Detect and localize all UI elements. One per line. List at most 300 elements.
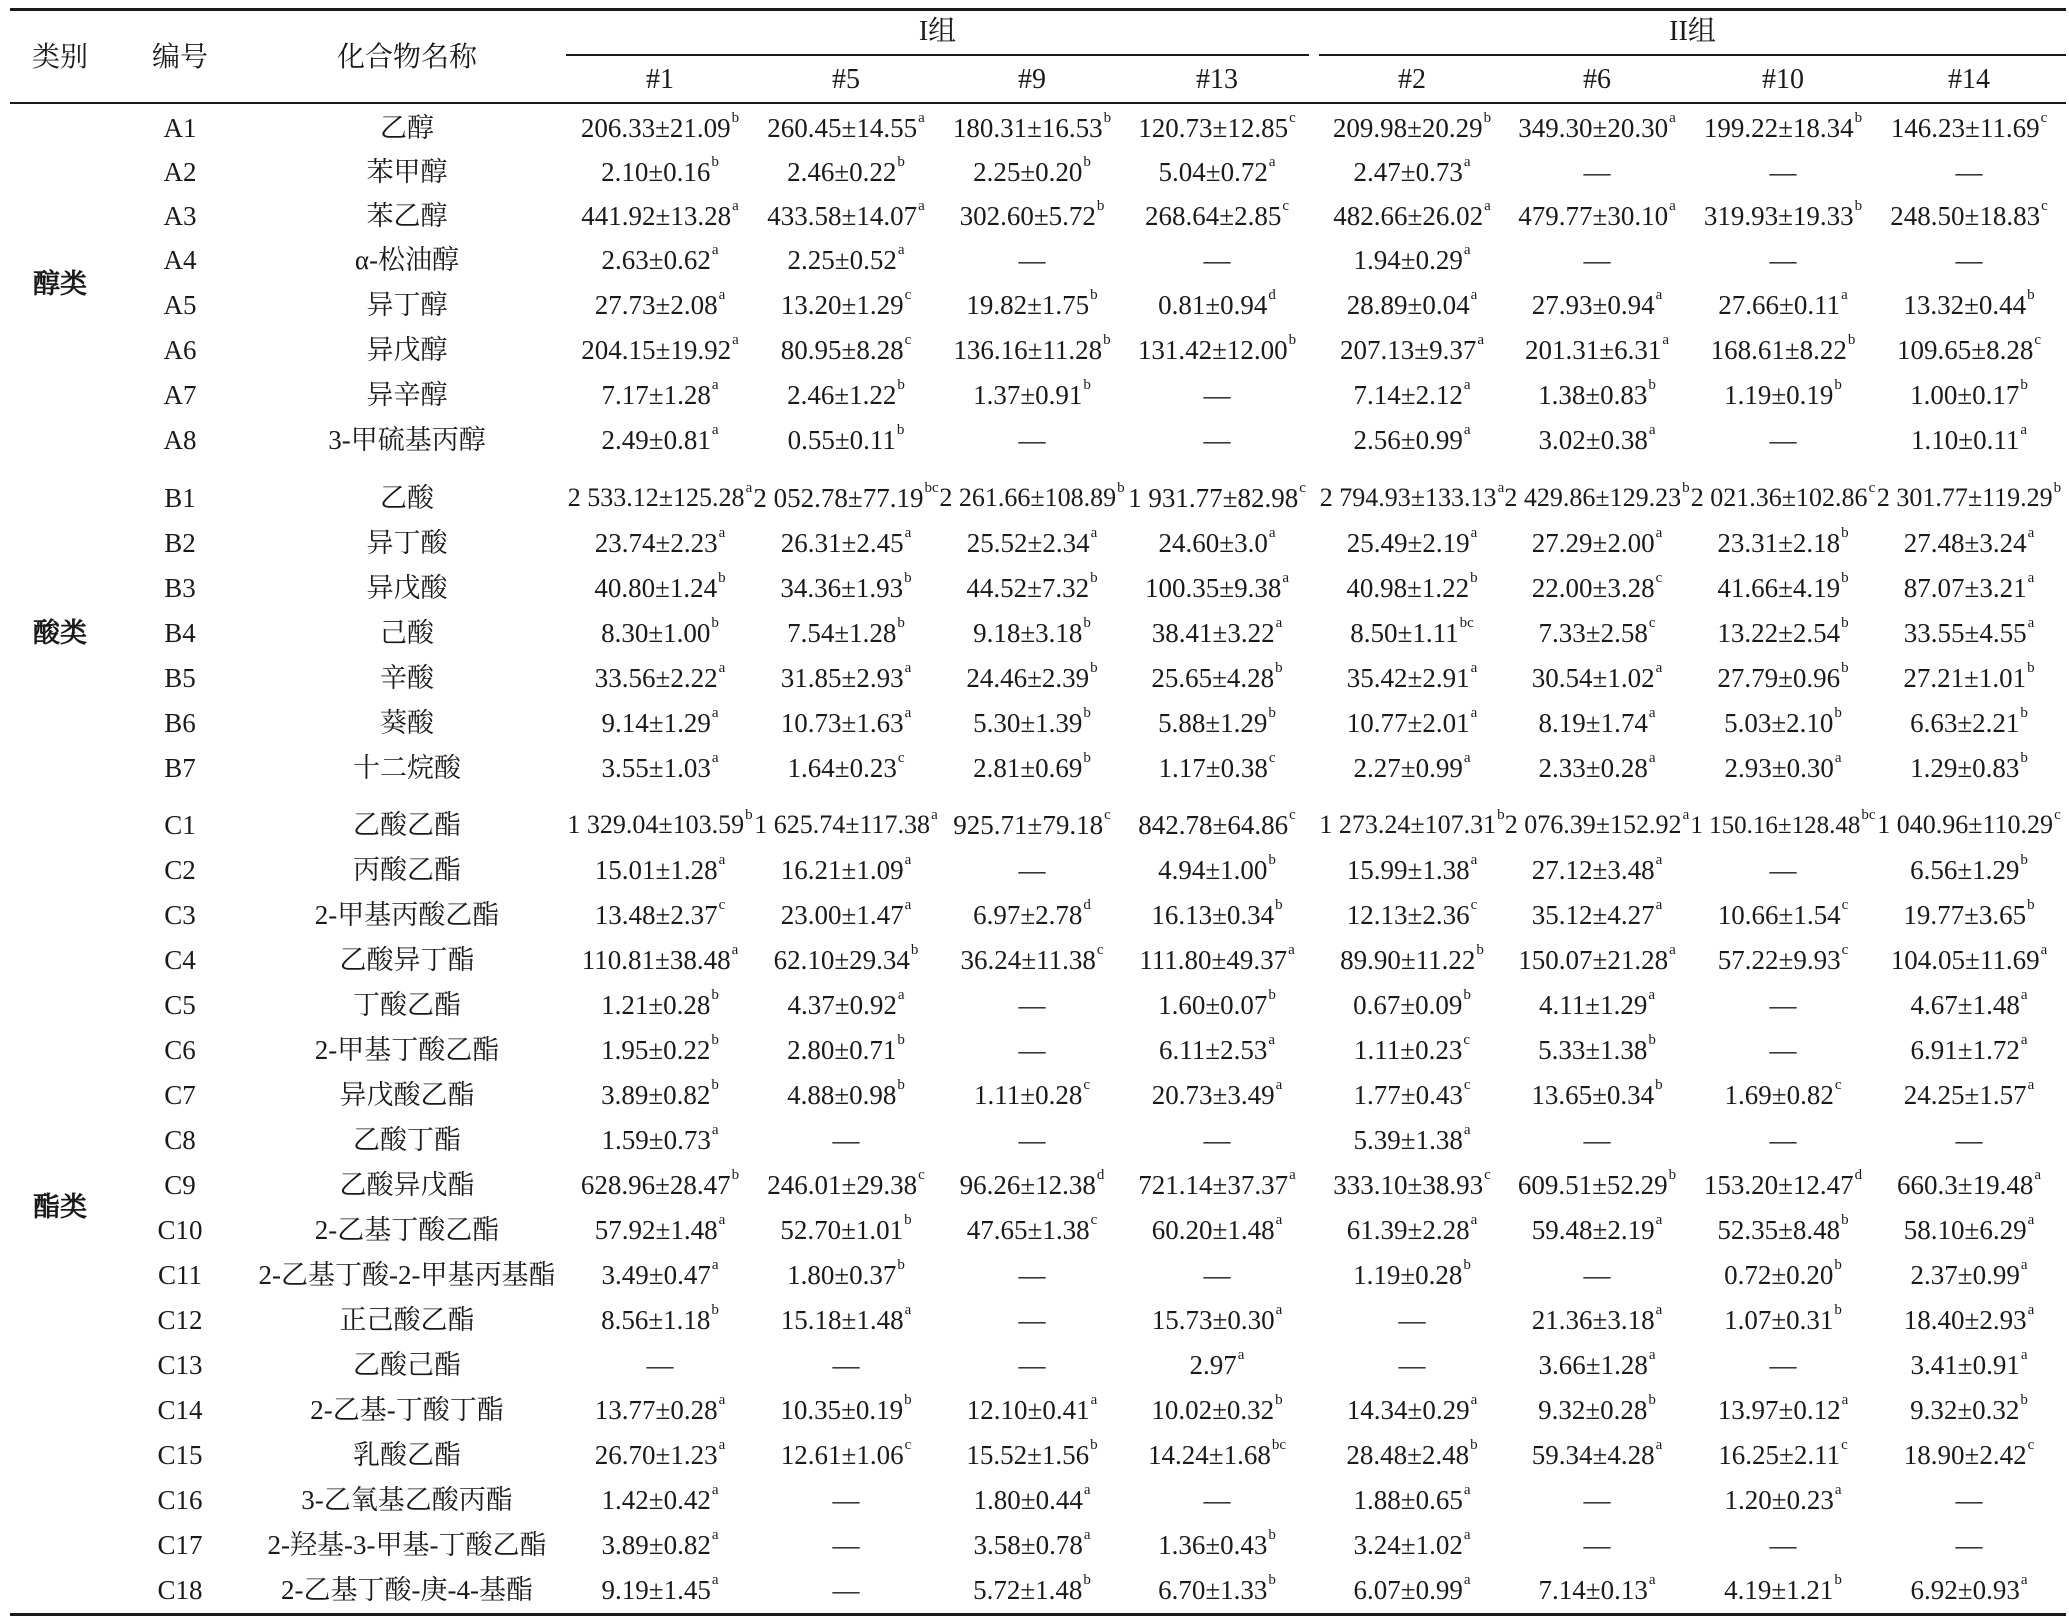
value-cell: [1691, 1029, 1875, 1071]
value-text: 31.85±2.93: [780, 662, 904, 693]
value-cell: [1505, 419, 1689, 461]
significance-letter: b: [711, 1031, 719, 1048]
value-cell: [568, 329, 752, 371]
compound-name: 丁酸乙酯: [353, 989, 461, 1020]
value-cell: [940, 419, 1124, 461]
significance-letter: b: [897, 153, 905, 170]
value-text: 19.77±3.65: [1903, 899, 2027, 930]
value-cell: [754, 1389, 938, 1431]
significance-letter: b: [1648, 376, 1656, 393]
value-cell: [754, 1569, 938, 1611]
significance-letter: c: [1470, 896, 1478, 913]
significance-letter: c: [1868, 479, 1876, 496]
compound-id: B5: [164, 662, 196, 693]
value-text: —: [1203, 379, 1231, 410]
value-cell: [940, 522, 1124, 564]
significance-letter: b: [1834, 1301, 1842, 1318]
value-text: 27.66±0.11: [1718, 289, 1841, 320]
value-text: 28.89±0.04: [1346, 289, 1470, 320]
significance-letter: b: [1268, 1571, 1276, 1588]
value-cell: [568, 804, 752, 846]
value-text: 8.50±1.11: [1350, 617, 1459, 648]
value-text: 441.92±13.28: [581, 200, 732, 231]
value-text: 25.49±2.19: [1346, 527, 1470, 558]
value-cell: [1691, 1434, 1875, 1476]
significance-letter: a: [904, 524, 912, 541]
significance-letter: c: [1268, 749, 1276, 766]
significance-letter: a: [1463, 376, 1471, 393]
compound-name: 2-乙基丁酸-庚-4-基酯: [281, 1574, 533, 1605]
significance-letter: a: [1463, 153, 1471, 170]
value-cell: [1125, 612, 1309, 654]
value-text: —: [1769, 1124, 1797, 1155]
significance-letter: c: [2027, 1436, 2035, 1453]
value-cell: [1125, 657, 1309, 699]
significance-letter: c: [2034, 331, 2041, 348]
header-bottom-rule: [10, 102, 2066, 104]
header-category: 类别: [31, 42, 88, 73]
value-cell: [1505, 239, 1689, 281]
value-text: 0.55±0.11: [787, 424, 896, 455]
value-cell: [754, 239, 938, 281]
value-cell: [940, 804, 1124, 846]
value-text: 153.20±12.47: [1703, 1169, 1854, 1200]
value-text: 2.27±0.99: [1353, 752, 1463, 783]
value-text: 5.30±1.39: [973, 707, 1083, 738]
significance-letter: c: [2040, 109, 2048, 126]
value-cell: [754, 849, 938, 891]
value-cell: [1320, 1344, 1504, 1386]
header-sample: #6: [1583, 64, 1611, 95]
significance-letter: a: [718, 524, 726, 541]
value-cell: [940, 1389, 1124, 1431]
value-cell: [1320, 195, 1504, 237]
value-text: 8.30±1.00: [601, 617, 711, 648]
value-text: 20.73±3.49: [1151, 1079, 1275, 1110]
significance-letter: b: [904, 1391, 912, 1408]
compound-name: 乙酸异戊酯: [339, 1169, 475, 1200]
value-cell: [754, 107, 938, 149]
significance-letter: a: [711, 1571, 719, 1588]
significance-letter: b: [2020, 749, 2028, 766]
significance-letter: b: [1275, 896, 1283, 913]
value-cell: [1320, 804, 1504, 846]
significance-letter: b: [1470, 1436, 1478, 1453]
value-cell: [754, 284, 938, 326]
value-text: 5.04±0.72: [1158, 156, 1268, 187]
value-text: 18.40±2.93: [1903, 1304, 2027, 1335]
value-text: 30.54±1.02: [1531, 662, 1655, 693]
significance-letter: b: [1854, 197, 1863, 214]
significance-letter: a: [1648, 749, 1656, 766]
value-cell: [1320, 849, 1504, 891]
value-text: 16.25±2.11: [1718, 1439, 1841, 1470]
significance-letter: bc: [1861, 806, 1876, 823]
significance-letter: b: [711, 153, 719, 170]
value-text: 13.20±1.29: [780, 289, 904, 320]
value-text: 5.88±1.29: [1158, 707, 1268, 738]
value-text: 9.18±3.18: [973, 617, 1083, 648]
value-text: 1.42±0.42: [601, 1484, 711, 1515]
significance-letter: b: [1648, 1391, 1656, 1408]
header-sample: #10: [1762, 64, 1804, 95]
value-text: 628.96±28.47: [580, 1169, 731, 1200]
significance-letter: a: [1841, 286, 1848, 303]
value-cell: [1125, 567, 1309, 609]
value-cell: [1320, 151, 1504, 193]
value-text: 59.48±2.19: [1531, 1214, 1655, 1245]
category-label: 酯类: [33, 1192, 87, 1223]
value-text: 2.81±0.69: [973, 752, 1083, 783]
compound-id: C6: [164, 1034, 196, 1065]
value-text: 0.72±0.20: [1724, 1259, 1834, 1290]
value-text: 41.66±4.19: [1717, 572, 1841, 603]
significance-letter: a: [1083, 1481, 1091, 1498]
value-cell: [940, 151, 1124, 193]
value-text: 14.34±0.29: [1346, 1394, 1470, 1425]
significance-letter: a: [1275, 614, 1283, 631]
value-text: 1.80±0.44: [973, 1484, 1083, 1515]
value-cell: [1505, 151, 1689, 193]
value-cell: [1505, 522, 1689, 564]
significance-letter: a: [1655, 1436, 1663, 1453]
value-cell: [754, 151, 938, 193]
value-text: 131.42±12.00: [1137, 334, 1288, 365]
value-text: 52.70±1.01: [780, 1214, 904, 1245]
compound-name: 乙酸己酯: [353, 1349, 461, 1380]
compound-name: 乳酸乙酯: [353, 1439, 461, 1470]
significance-letter: d: [1096, 1166, 1105, 1183]
significance-letter: b: [897, 1031, 905, 1048]
significance-letter: b: [1083, 376, 1091, 393]
value-cell: [754, 894, 938, 936]
value-text: 9.14±1.29: [601, 707, 711, 738]
value-cell: [1125, 284, 1309, 326]
compound-name: 异戊酸: [366, 572, 448, 603]
value-cell: [1877, 1254, 2061, 1296]
value-text: 13.77±0.28: [594, 1394, 718, 1425]
significance-letter: c: [904, 286, 912, 303]
significance-letter: a: [1470, 1211, 1478, 1228]
value-cell: [568, 239, 752, 281]
significance-letter: b: [2053, 479, 2062, 496]
significance-letter: a: [1648, 421, 1656, 438]
value-cell: [1125, 1479, 1309, 1521]
value-text: 1 329.04±103.59: [567, 810, 745, 839]
value-text: 21.36±3.18: [1531, 1304, 1655, 1335]
value-cell: [940, 849, 1124, 891]
value-cell: [754, 1164, 938, 1206]
value-text: —: [1583, 1259, 1611, 1290]
significance-letter: a: [718, 286, 726, 303]
value-cell: [1125, 477, 1309, 519]
value-text: 4.11±1.29: [1539, 989, 1648, 1020]
value-cell: [1877, 1074, 2061, 1116]
group-2-rule: [1319, 54, 2066, 56]
significance-letter: bc: [1459, 614, 1474, 631]
value-text: 3.89±0.82: [601, 1079, 711, 1110]
value-text: 349.30±20.30: [1518, 112, 1669, 143]
value-cell: [1877, 329, 2061, 371]
value-cell: [1125, 107, 1309, 149]
value-cell: [1320, 1074, 1504, 1116]
significance-letter: b: [1470, 569, 1478, 586]
significance-letter: a: [1463, 1121, 1471, 1138]
significance-letter: a: [1268, 524, 1276, 541]
value-text: 1.80±0.37: [787, 1259, 897, 1290]
significance-letter: b: [1083, 704, 1091, 721]
value-cell: [1320, 1119, 1504, 1161]
compound-id: A8: [163, 424, 197, 455]
value-cell: [754, 195, 938, 237]
significance-letter: c: [1648, 614, 1656, 631]
value-text: 206.33±21.09: [580, 112, 731, 143]
value-text: 1.17±0.38: [1158, 752, 1268, 783]
value-cell: [940, 747, 1124, 789]
compound-name: 2-乙基-丁酸丁酯: [310, 1394, 504, 1425]
value-cell: [940, 1569, 1124, 1611]
value-text: 209.98±20.29: [1332, 112, 1483, 143]
significance-letter: a: [1268, 153, 1276, 170]
significance-letter: b: [711, 1301, 719, 1318]
significance-letter: a: [2027, 524, 2035, 541]
significance-letter: a: [931, 806, 938, 823]
value-text: 10.66±1.54: [1717, 899, 1841, 930]
value-cell: [1505, 1479, 1689, 1521]
value-text: 3.41±0.91: [1910, 1349, 2020, 1380]
compound-id: B4: [164, 617, 196, 648]
significance-letter: b: [718, 569, 726, 586]
significance-letter: c: [1841, 941, 1849, 958]
value-text: 3.49±0.47: [601, 1259, 711, 1290]
significance-letter: a: [2027, 614, 2035, 631]
significance-letter: b: [1834, 1571, 1842, 1588]
value-cell: [754, 1119, 938, 1161]
significance-letter: a: [732, 331, 739, 348]
value-cell: [1320, 984, 1504, 1026]
value-cell: [1877, 1029, 2061, 1071]
value-cell: [1877, 939, 2061, 981]
value-text: —: [1203, 1124, 1231, 1155]
significance-letter: c: [897, 749, 905, 766]
value-cell: [568, 522, 752, 564]
value-text: 120.73±12.85: [1138, 112, 1289, 143]
value-cell: [1505, 1389, 1689, 1431]
value-text: —: [1769, 1529, 1797, 1560]
value-text: 1.94±0.29: [1353, 244, 1463, 275]
value-text: 925.71±79.18: [953, 809, 1104, 840]
value-cell: [1320, 1209, 1504, 1251]
value-text: 38.41±3.22: [1151, 617, 1275, 648]
value-cell: [1691, 522, 1875, 564]
value-text: 10.02±0.32: [1151, 1394, 1275, 1425]
value-cell: [1877, 804, 2061, 846]
value-text: 15.99±1.38: [1346, 854, 1470, 885]
value-cell: [1877, 239, 2061, 281]
header-group-1: I组: [918, 16, 957, 47]
value-text: 1 931.77±82.98: [1128, 482, 1299, 513]
value-text: —: [1203, 1259, 1231, 1290]
value-cell: [940, 567, 1124, 609]
value-cell: [1691, 1254, 1875, 1296]
value-cell: [1691, 1119, 1875, 1161]
significance-letter: b: [1090, 659, 1098, 676]
value-text: 0.67±0.09: [1353, 989, 1463, 1020]
value-text: 6.11±2.53: [1159, 1034, 1268, 1065]
value-cell: [1505, 939, 1689, 981]
value-text: 27.48±3.24: [1903, 527, 2027, 558]
compound-id: C13: [157, 1349, 203, 1380]
value-cell: [1125, 329, 1309, 371]
significance-letter: a: [711, 749, 719, 766]
significance-letter: c: [2054, 806, 2061, 823]
top-rule: [10, 8, 2066, 11]
compound-id: A2: [163, 156, 197, 187]
significance-letter: c: [718, 896, 726, 913]
value-text: —: [1398, 1349, 1426, 1380]
compound-name: 己酸: [380, 617, 434, 648]
value-cell: [1505, 329, 1689, 371]
value-text: 58.10±6.29: [1903, 1214, 2027, 1245]
value-cell: [1877, 657, 2061, 699]
value-text: —: [1955, 1124, 1983, 1155]
value-cell: [1505, 1524, 1689, 1566]
value-text: —: [1583, 1124, 1611, 1155]
value-cell: [1505, 1119, 1689, 1161]
value-text: 1.11±0.23: [1354, 1034, 1463, 1065]
value-cell: [568, 1479, 752, 1521]
value-text: 319.93±19.33: [1703, 200, 1854, 231]
value-cell: [1691, 1389, 1875, 1431]
value-cell: [1505, 477, 1689, 519]
value-text: 248.50±18.83: [1890, 200, 2041, 231]
value-cell: [1691, 1164, 1875, 1206]
value-cell: [1691, 1074, 1875, 1116]
value-text: 62.10±29.34: [773, 944, 910, 975]
value-cell: [1691, 702, 1875, 744]
value-text: —: [1769, 156, 1797, 187]
value-cell: [1125, 1299, 1309, 1341]
value-text: 4.94±1.00: [1158, 854, 1268, 885]
significance-letter: a: [1484, 197, 1491, 214]
significance-letter: b: [1841, 614, 1849, 631]
value-text: 2 429.86±129.23: [1504, 483, 1682, 512]
value-text: 1.77±0.43: [1353, 1079, 1463, 1110]
value-cell: [568, 107, 752, 149]
value-text: 2.10±0.16: [601, 156, 711, 187]
compound-name: 异戊酸乙酯: [339, 1079, 475, 1110]
value-text: 146.23±11.69: [1890, 112, 2040, 143]
value-cell: [568, 657, 752, 699]
significance-letter: a: [2027, 1076, 2035, 1093]
value-text: 6.91±1.72: [1910, 1034, 2020, 1065]
value-text: —: [832, 1349, 860, 1380]
value-text: 1.20±0.23: [1724, 1484, 1834, 1515]
value-text: 7.14±2.12: [1353, 379, 1463, 410]
value-text: 27.79±0.96: [1717, 662, 1841, 693]
value-text: 40.98±1.22: [1346, 572, 1470, 603]
value-cell: [1320, 1164, 1504, 1206]
significance-letter: b: [1648, 1031, 1656, 1048]
value-text: 44.52±7.32: [966, 572, 1090, 603]
value-cell: [1877, 747, 2061, 789]
value-text: 1 625.74±117.38: [754, 810, 931, 839]
significance-letter: c: [1104, 806, 1111, 823]
value-cell: [754, 477, 938, 519]
value-text: 16.13±0.34: [1151, 899, 1275, 930]
significance-letter: a: [904, 659, 912, 676]
significance-letter: a: [2027, 1301, 2035, 1318]
value-cell: [1505, 1434, 1689, 1476]
significance-letter: b: [1834, 376, 1842, 393]
value-cell: [1320, 702, 1504, 744]
compound-id: C17: [157, 1529, 203, 1560]
value-text: —: [1018, 1124, 1046, 1155]
value-cell: [1320, 329, 1504, 371]
value-text: 60.20±1.48: [1151, 1214, 1275, 1245]
value-cell: [568, 849, 752, 891]
value-cell: [940, 1524, 1124, 1566]
value-text: 3.58±0.78: [973, 1529, 1083, 1560]
significance-letter: b: [2027, 896, 2035, 913]
significance-letter: c: [1834, 1076, 1842, 1093]
value-text: 24.25±1.57: [1903, 1079, 2027, 1110]
value-text: 0.81±0.94: [1158, 289, 1268, 320]
value-text: 4.37±0.92: [787, 989, 897, 1020]
value-cell: [1320, 1299, 1504, 1341]
value-cell: [1125, 1344, 1309, 1386]
value-text: 6.63±2.21: [1910, 707, 2020, 738]
significance-letter: a: [711, 241, 719, 258]
value-text: 433.58±14.07: [767, 200, 918, 231]
compound-name: 苯乙醇: [366, 200, 448, 231]
value-text: —: [1398, 1304, 1426, 1335]
value-text: 7.33±2.58: [1538, 617, 1648, 648]
value-cell: [940, 894, 1124, 936]
value-cell: [1125, 894, 1309, 936]
value-cell: [568, 374, 752, 416]
value-text: 1.37±0.91: [973, 379, 1083, 410]
value-text: —: [1769, 424, 1797, 455]
compound-name: 乙酸丁酯: [353, 1124, 461, 1155]
value-cell: [1320, 1524, 1504, 1566]
compound-name: 2-甲基丁酸乙酯: [314, 1034, 500, 1065]
significance-letter: b: [1090, 286, 1098, 303]
significance-letter: b: [1083, 749, 1091, 766]
value-text: 246.01±29.38: [767, 1169, 918, 1200]
significance-letter: a: [711, 1526, 719, 1543]
significance-letter: b: [1275, 659, 1283, 676]
value-cell: [940, 1344, 1124, 1386]
value-cell: [1877, 1524, 2061, 1566]
value-text: 15.18±1.48: [780, 1304, 904, 1335]
value-cell: [940, 107, 1124, 149]
value-text: 27.73±2.08: [594, 289, 718, 320]
value-text: 1.21±0.28: [601, 989, 711, 1020]
significance-letter: b: [2027, 286, 2035, 303]
value-cell: [1320, 1029, 1504, 1071]
value-text: 24.46±2.39: [966, 662, 1090, 693]
value-text: 1.00±0.17: [1910, 379, 2020, 410]
significance-letter: bc: [1271, 1436, 1286, 1453]
value-text: 207.13±9.37: [1340, 334, 1477, 365]
significance-letter: b: [2020, 1391, 2028, 1408]
value-text: —: [1018, 244, 1046, 275]
significance-letter: b: [1847, 331, 1856, 348]
value-text: 8.56±1.18: [601, 1304, 711, 1335]
value-cell: [1691, 1524, 1875, 1566]
value-text: 1 150.16±128.48: [1690, 811, 1861, 839]
